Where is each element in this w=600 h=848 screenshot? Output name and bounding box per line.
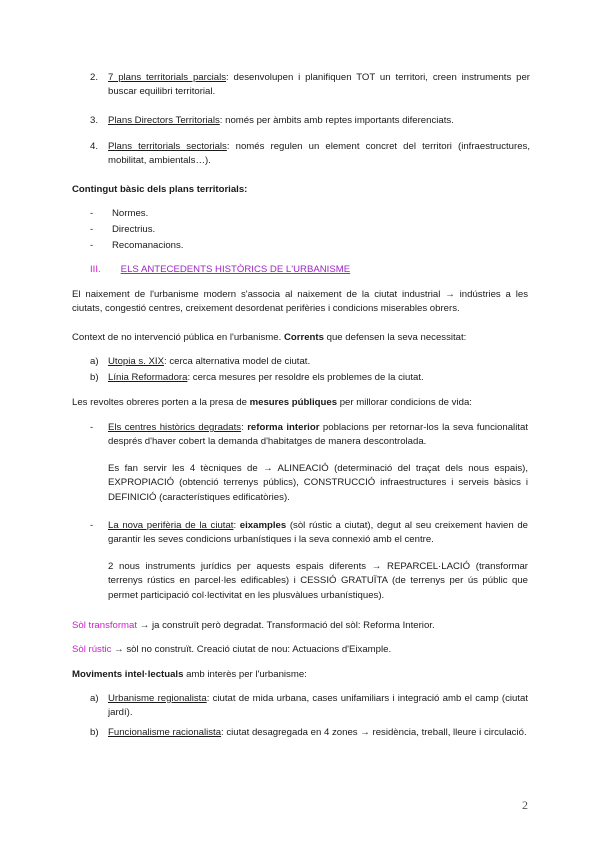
corrent-item: b) Línia Reformadora: cerca mesures per resoldre els problemes de la ciutat. [90,372,424,383]
paragraph-naixement: El naixement de l'urbanisme modern s'associa al naixement de la ciutat industrial → indústries a les ciutats, congestió centres, creixement desordenat perifèries i condicions miserables obrers. [72,289,528,315]
contingut-item: - Recomanacions. [90,240,184,251]
corrent-item: a) Utopia s. XIX: cerca alternativa model de ciutat. [90,356,311,367]
plan-item-4 [90,140,530,169]
centres-item: - Els centres històrics degradats: reforma interior poblacions per retornar-los la seva funcionalitat després d'haver cobert la demanda d'habitatges de manera descontrolada. [90,422,528,448]
contingut-heading: Contingut bàsic dels plans territorials: [72,184,248,195]
sol-transformat: Sòl transformat → ja construït però degradat. Transformació del sòl: Reforma Interior. [72,620,435,631]
contingut-item: - Normes. [90,208,149,219]
paragraph-revoltes: Les revoltes obreres porten a la presa de mesures públiques per millorar condicions de vida: [72,397,472,408]
paragraph-context: Context de no intervenció pública en l'urbanisme. Corrents que defensen la seva necessitat: [72,332,467,343]
plan-text: : només regulen un element concret del territori (infraestructures, mobilitat, ambientals…). [108,141,530,167]
paragraph-moviments: Moviments intel·lectuals amb interès per l'urbanisme: [72,669,307,680]
sol-rustic: Sòl rústic → sòl no construït. Creació ciutat de nou: Actuacions d'Eixample. [72,644,392,655]
periferia-item: - La nova perifèria de la ciutat: eixamples (sòl rústic a ciutat), degut al seu creixement havien de garantir les seves condicions urbanístiques i la seva connexió amb el centre. [90,520,528,546]
plan-number: 2. [90,72,99,83]
plan-text: : desenvolupen i planifiquen TOT un territori, creen instruments per buscar equilibri territorial. [108,72,530,98]
plan-title: 7 plans territorials parcials [108,72,227,83]
section-number: III. [90,264,101,275]
moviment-item: b) Funcionalisme racionalista: ciutat desagregada en 4 zones → residència, treball, lleure i circulació. [90,727,527,738]
periferia-detail: 2 nous instruments jurídics per aquests espais diferents → REPARCEL·LACIÓ (transformar terrenys rústics en parcel·les edificables) i CESSIÓ GRATUÏTA (de terrenys per ús públic que permet participació col·lectivitat en les plusvàlues urbanístiques). [108,561,528,601]
plan-text: : només per àmbits amb reptes importants diferenciats. [219,115,454,126]
moviment-item: a) Urbanisme regionalista: ciutat de mida urbana, cases unifamiliars i integració amb el camp (ciutat jardí). [90,693,529,719]
section-heading [90,263,350,277]
plan-number: 4. [90,141,99,152]
plan-title: Plans Directors Territorials [108,115,220,126]
section-title: ELS ANTECEDENTS HISTÒRICS DE L'URBANISME [120,264,351,275]
plan-title: Plans territorials sectorials [108,141,227,152]
plan-number: 3. [90,115,99,126]
plan-item-2 [90,71,530,100]
plan-item-3 [90,114,530,128]
contingut-item: - Directrius. [90,224,156,235]
page-number: 2 [522,798,528,812]
centres-detail: Es fan servir les 4 tècniques de → ALINEACIÓ (determinació del traçat dels nous espais), EXPROPIACIÓ (obtenció terrenys públics), CONSTRUCCIÓ infraestructures i serveis bàsics i DEFINICIÓ (característiques edificatòries). [108,463,528,503]
